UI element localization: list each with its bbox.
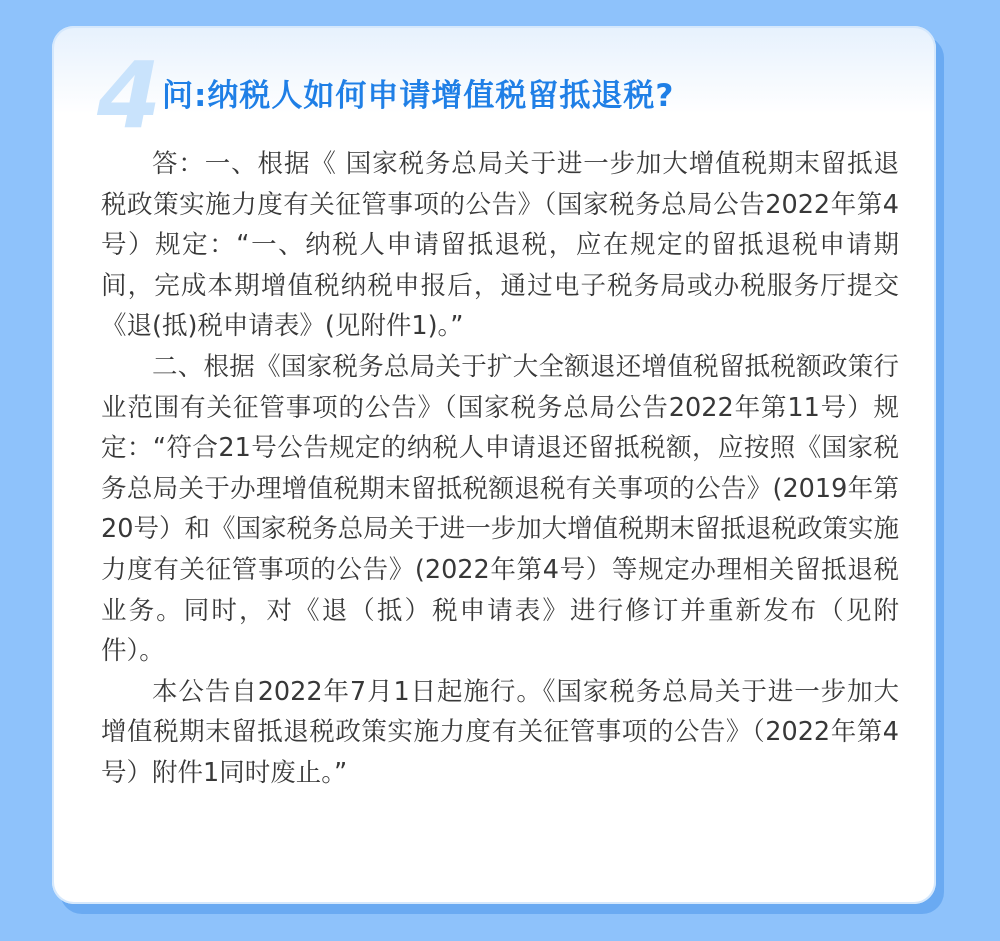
answer-paragraph-2: 二、根据《国家税务总局关于扩大全额退还增值税留抵税额政策行业范围有关征管事项的公告》（国家税务总局公告2022年第11号）规定：“符合21号公告规定的纳税人申请退还留抵税额，应按照《国家税务总局关于办理增值税期末留抵税额退税有关事项的公告》(2019年第20号）和《国家税务总局关于进一步加大增值税期末留抵退税政策实施力度有关征管事项的公告》(2022年第4号）等规定办理相关留抵退税业务。同时，对《退（抵）税申请表》进行修订并重新发布（见附件）。 <box>101 351 899 667</box>
answer-paragraph-1: 答：一、根据《 国家税务总局关于进一步加大增值税期末留抵退税政策实施力度有关征管事项的公告》（国家税务总局公告2022年第4号）规定：“一、纳税人申请留抵退税，应在规定的留抵退税申请期间，完成本期增值税纳税申报后，通过电子税务局或办税服务厅提交《退(抵)税申请表》(见附件1)。” <box>101 149 899 342</box>
question-number: 4 <box>97 42 162 149</box>
question-title: 问:纳税人如何申请增值税留抵退税? <box>162 78 675 114</box>
answer-paragraph-3: 本公告自2022年7月1日起施行。《国家税务总局关于进一步加大增值税期末留抵退税政策实施力度有关征管事项的公告》（2022年第4号）附件1同时废止。” <box>101 676 899 788</box>
answer-body <box>101 144 899 794</box>
